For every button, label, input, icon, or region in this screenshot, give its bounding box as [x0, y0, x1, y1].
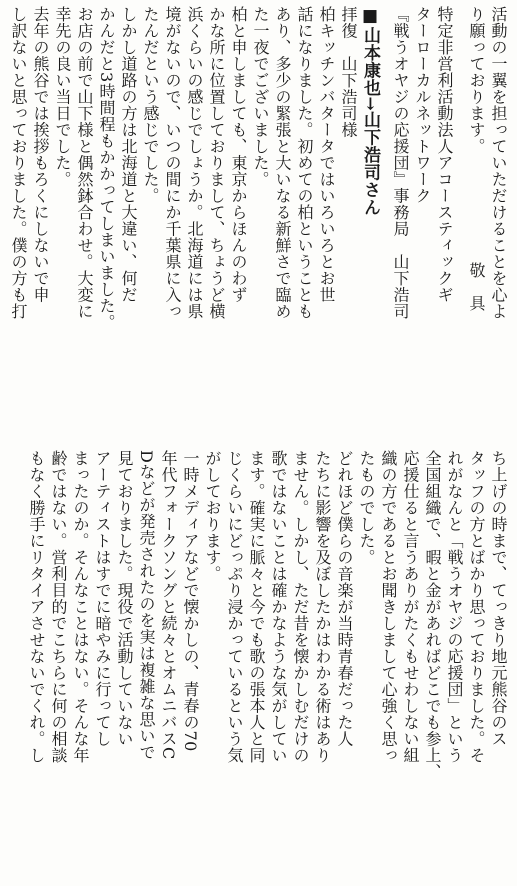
body-line: かな所に位置しておりまして、ちょうど横: [207, 6, 226, 320]
body-line: タッフの方とばかり思っておりました。そ: [467, 450, 486, 764]
closing-line: り願っております。 敬 具: [467, 6, 486, 312]
body-line: アーティストはすでに暗やみに行ってし: [93, 450, 112, 747]
middle-text-block: [25, 450, 509, 875]
body-line: あり、多少の緊張と大いなる新鮮さで臨め: [273, 6, 292, 320]
body-line: Dなどが発売されたのを実は複雑な思いで: [137, 450, 156, 761]
body-line: まったのか。そんなことはない。そんな年: [71, 450, 90, 764]
body-line: 柏キッチンバタータではいろいろとお世: [317, 6, 336, 303]
body-line: た一夜でございました。: [251, 6, 270, 188]
body-line: ません。しかし、ただ昔を懐かしむだけの: [291, 450, 310, 764]
body-line: 話になりました。初めての柏ということも: [295, 6, 314, 320]
closing-line: 活動の一翼を担っていただけることを心よ: [489, 6, 508, 320]
body-line: ち上げの時まで、てっきり地元熊谷のス: [489, 450, 508, 747]
body-line: じくらいにどっぷり浸かっているという気: [225, 450, 244, 764]
body-line: 織の方であるとお聞きしまして心強く思っ: [379, 450, 398, 764]
body-line: たんだという感じでした。: [141, 6, 160, 204]
letter2-heading: ■山本康也→山下浩司さん: [360, 6, 380, 217]
body-line: 柏と申しましても、東京からほんのわず: [229, 6, 248, 303]
body-line: 応援仕ると言うありがたくもせわしない組: [401, 450, 420, 764]
body-line: 見ておりました。現役で活動していない: [115, 450, 134, 747]
body-line: し訳ないと思っておりました。僕の方も打: [9, 6, 28, 320]
body-line: もなく勝手にリタイアさせないでくれ。し: [27, 450, 46, 764]
body-line: たちに影響を及ぼしたかはわかる術はあり: [313, 450, 332, 764]
body-line: 拝復 山下浩司様: [339, 6, 358, 138]
org-signature: 『戦うオヤジの応援団』事務局 山下浩司: [391, 6, 410, 320]
body-line: 去年の熊谷では挨拶もろくにしないで申: [31, 6, 50, 303]
body-line: がしております。: [203, 450, 222, 582]
body-line: 浜くらいの感じでしょうか。北海道には県: [185, 6, 204, 320]
body-line: 齢ではない。営利目的でこちらに何の相談: [49, 450, 68, 764]
body-line: 幸先の良い当日でした。: [53, 6, 72, 188]
column-divider: [355, 6, 357, 20]
body-line: 年代フォークソングと続々とオムニバスC: [159, 450, 178, 760]
body-line: お店の前で山下様と偶然鉢合わせ。大変に: [75, 6, 94, 320]
body-line: ます。確実に脈々と今でも歌の張本人と同: [247, 450, 266, 764]
body-line: どれほど僕らの音楽が当時青春だった人: [335, 450, 354, 747]
body-line: 歌ではないことは確かなような気がしてい: [269, 450, 288, 764]
body-line: 全国組織で、暇と金があればどこでも参上、: [423, 450, 442, 780]
body-line: れがなんと「戦うオヤジの応援団」という: [445, 450, 464, 764]
top-letters-block: [7, 6, 509, 446]
org-line: ターローカルネットワーク: [413, 6, 432, 204]
body-line: 境がないので、いつの間にか千葉県に入っ: [163, 6, 182, 320]
body-line: たものでした。: [357, 450, 376, 566]
org-line: 特定非営利活動法人アコースティックギ: [435, 6, 454, 303]
body-line: 一時メディアなどで懐かしの、青春の70: [181, 450, 200, 752]
body-line: かんだと3時間程もかかってしまいました。: [97, 6, 116, 331]
body-line: しかし道路の方は北海道と大違い、何だ: [119, 6, 138, 303]
